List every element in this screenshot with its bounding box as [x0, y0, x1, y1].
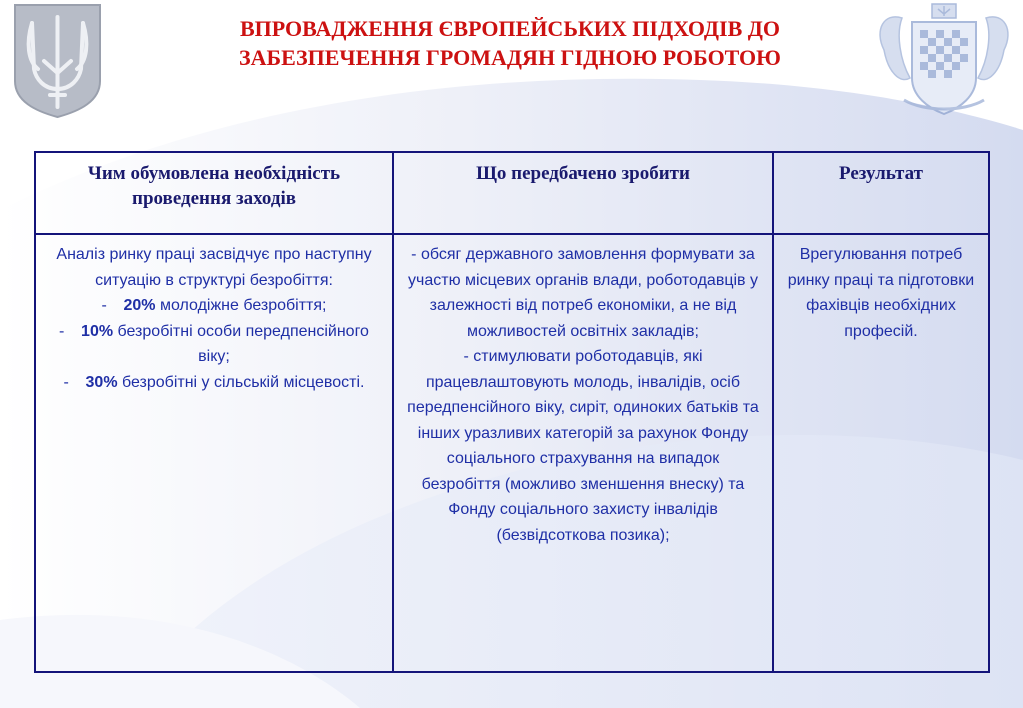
page-title-line-2: ЗАБЕЗПЕЧЕННЯ ГРОМАДЯН ГІДНОЮ РОБОТОЮ [239, 45, 781, 70]
planned-action-1: - обсяг державного замовлення формувати за участю місцевих органів влади, роботодавців у залежності від потреб економіки, а не від можливостей освітніх закладів; [408, 246, 758, 340]
ukraine-trident-emblem-icon [12, 3, 103, 118]
page-title-line-1: ВПРОВАДЖЕННЯ ЄВРОПЕЙСЬКИХ ПІДХОДІВ ДО [239, 16, 781, 41]
header-result: Результат [773, 152, 989, 234]
list-item-text: безробітні у сільській місцевості. [117, 373, 365, 391]
page-title [130, 14, 890, 72]
list-dash: - [101, 297, 107, 314]
list-item [48, 370, 380, 396]
list-item [48, 319, 380, 370]
cell-necessity [35, 234, 393, 672]
percent-value: 20% [123, 297, 156, 314]
measures-table [34, 151, 990, 673]
cell-result [773, 234, 989, 672]
necessity-intro: Аналіз ринку праці засвідчує про наступну ситуацію в структурі безробіття: [56, 246, 372, 289]
result-text: Врегулювання потреб ринку праці та підготовки фахівців необхідних професій. [787, 246, 975, 340]
table-row [35, 234, 989, 672]
planned-action-2: - стимулювати роботодавців, які працевлаштовують молодь, інвалідів, осіб передпенсійного віку, сиріт, одиноких батьків та інших уразливих категорій за рахунок Фонду соціального страхування на випадок безробіття (можливо зменшення внеску) та Фонду соціального захисту інвалідів (безвідсоткова позика); [407, 348, 759, 544]
list-dash: - [59, 322, 65, 340]
dnipropetrovsk-region-coat-of-arms-icon [874, 0, 1014, 122]
cell-planned-actions [393, 234, 773, 672]
list-dash: - [63, 373, 69, 391]
header-planned-actions: Що передбачено зробити [393, 152, 773, 234]
percent-value: 10% [81, 322, 114, 340]
header-necessity: Чим обумовлена необхідність проведення заходів [35, 152, 393, 234]
percent-value: 30% [85, 373, 118, 391]
table-header-row [35, 152, 989, 234]
list-item-text: безробітні особи передпенсійного віку; [113, 322, 369, 365]
list-item [48, 293, 380, 319]
list-item-text: молодіжне безробіття; [155, 297, 327, 314]
